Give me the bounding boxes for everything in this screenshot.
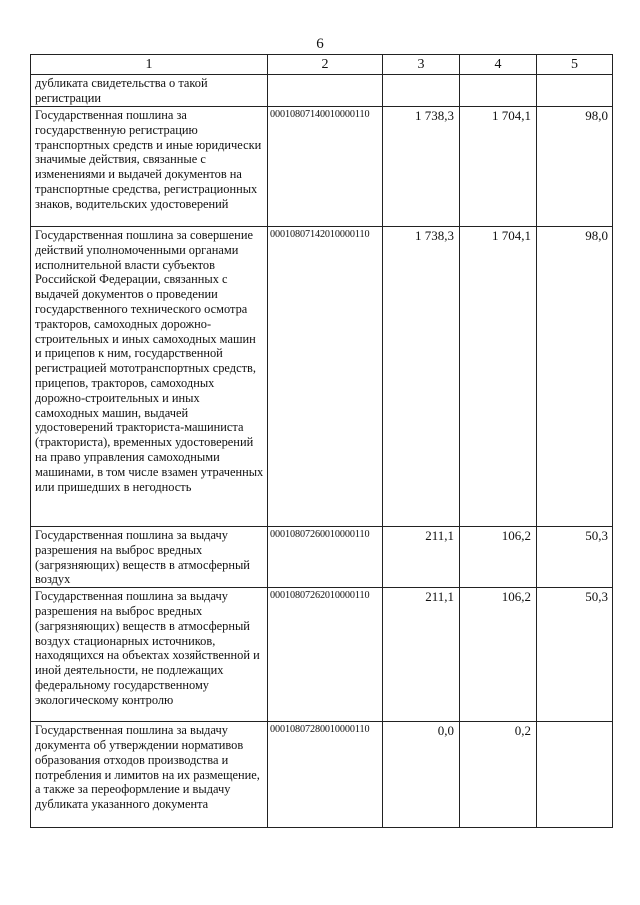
row-col3: 211,1 [383, 527, 460, 588]
table-header-row [31, 55, 613, 75]
table-row [31, 107, 613, 227]
row-name: Государственная пошлина за выдачу разрешения на выброс вредных (загрязняющих) веществ в атмосферный воздух [31, 527, 268, 588]
row-code [268, 75, 383, 107]
row-code: 00010807280010000110 [268, 722, 383, 828]
row-col5: 98,0 [537, 227, 613, 527]
row-name: Государственная пошлина за выдачу разрешения на выброс вредных (загрязняющих) веществ в атмосферный воздух стационарных источников, находящихся на объектах хозяйственной и иной деятельности, не подлежащих федеральному государственному экологическому контролю [31, 588, 268, 722]
row-col3: 0,0 [383, 722, 460, 828]
row-col3: 1 738,3 [383, 107, 460, 227]
row-col3: 211,1 [383, 588, 460, 722]
row-name: Государственная пошлина за совершение действий уполномоченными органами исполнительной власти субъектов Российской Федерации, связанных с выдачей документов о проведении государственного технического осмотра тракторов, самоходных дорожно-строительных и иных самоходных машин и прицепов к ним, государственной регистрацией мототранспортных средств, прицепов, тракторов, самоходных дорожно-строительных и иных самоходных машин, выдачей удостоверений тракториста-машиниста (тракториста), временных удостоверений на право управления самоходными машинами, в том числе взамен утраченных или пришедших в негодность [31, 227, 268, 527]
row-name: дубликата свидетельства о такой регистрации [31, 75, 268, 107]
row-col4: 0,2 [460, 722, 537, 828]
column-header-1: 1 [31, 55, 268, 75]
row-name: Государственная пошлина за государственную регистрацию транспортных средств и иные юридически значимые действия, связанные с изменениями и выдачей документов на транспортные средства, регистрационных знаков, водительских удостоверений [31, 107, 268, 227]
row-col5 [537, 75, 613, 107]
column-header-5: 5 [537, 55, 613, 75]
row-col5: 98,0 [537, 107, 613, 227]
row-col4: 106,2 [460, 588, 537, 722]
column-header-4: 4 [460, 55, 537, 75]
table-row [31, 588, 613, 722]
row-col5 [537, 722, 613, 828]
budget-table [30, 54, 613, 828]
column-header-3: 3 [383, 55, 460, 75]
column-header-2: 2 [268, 55, 383, 75]
table-row [31, 527, 613, 588]
row-col4: 106,2 [460, 527, 537, 588]
row-col4: 1 704,1 [460, 227, 537, 527]
row-col3 [383, 75, 460, 107]
row-name: Государственная пошлина за выдачу документа об утверждении нормативов образования отходов производства и потребления и лимитов на их размещение, а также за переоформление и выдачу дубликата указанного документа [31, 722, 268, 828]
row-code: 00010807140010000110 [268, 107, 383, 227]
row-col4 [460, 75, 537, 107]
row-code: 00010807260010000110 [268, 527, 383, 588]
table-row [31, 75, 613, 107]
row-col5: 50,3 [537, 527, 613, 588]
row-code: 00010807142010000110 [268, 227, 383, 527]
row-col5: 50,3 [537, 588, 613, 722]
page-number: 6 [316, 36, 324, 52]
row-col4: 1 704,1 [460, 107, 537, 227]
table-row [31, 227, 613, 527]
row-col3: 1 738,3 [383, 227, 460, 527]
row-code: 00010807262010000110 [268, 588, 383, 722]
table-row [31, 722, 613, 828]
